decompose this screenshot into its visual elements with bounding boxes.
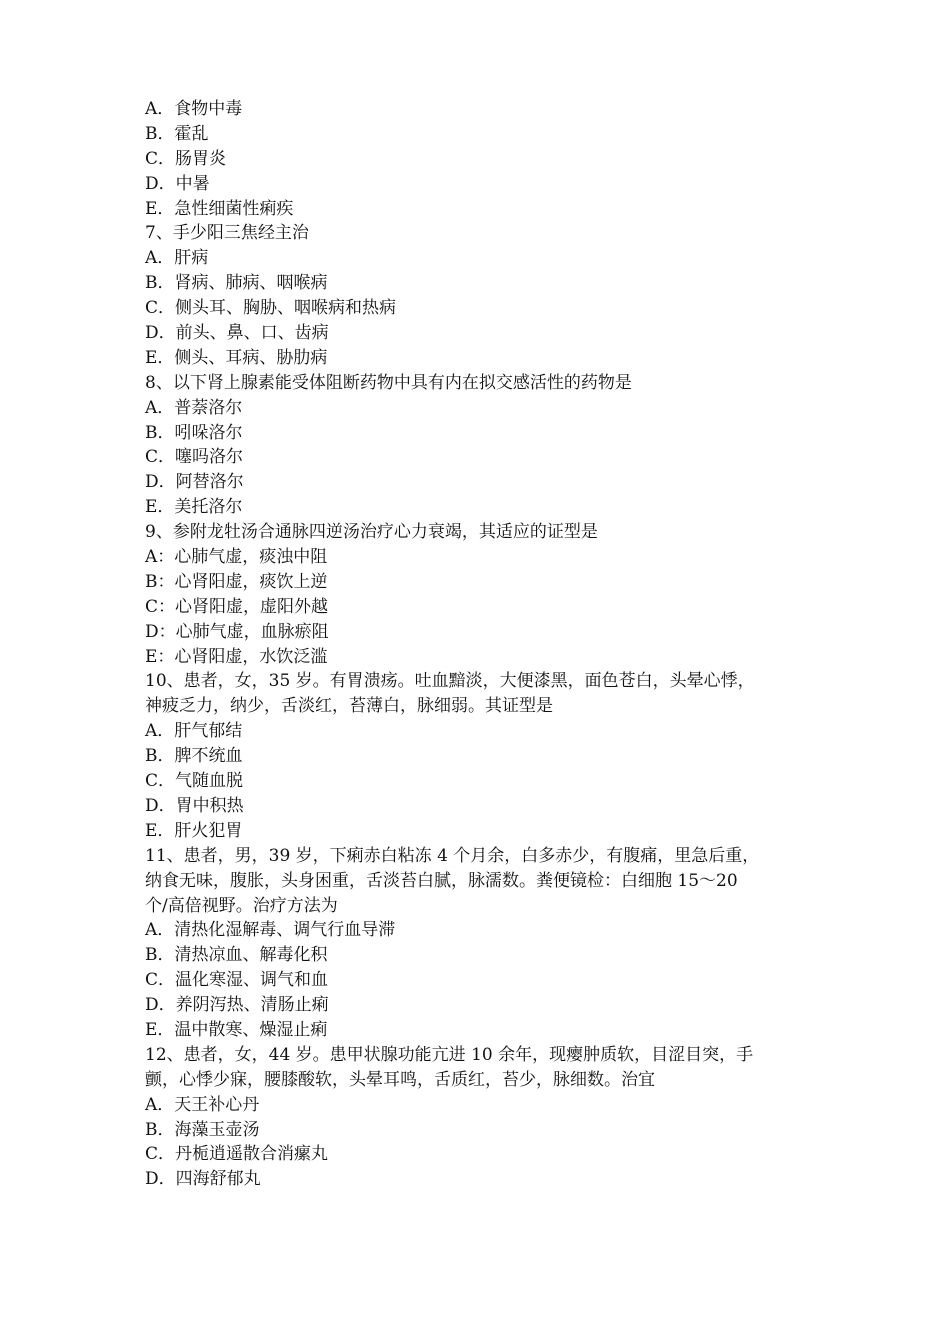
option-b-text: B．海藻玉壶汤	[145, 1119, 260, 1140]
option-d-text: D．养阴泻热、清肠止痢	[145, 995, 329, 1016]
question-10-line-2: 神疲乏力，纳少，舌淡红，苔薄白，脉细弱。其证型是	[145, 696, 553, 717]
question-12-line-1: 12、患者，女，44 岁。患甲状腺功能亢进 10 余年，现瘿肿质软，目涩目突，手	[145, 1044, 754, 1065]
option-e-text: E．肝火犯胃	[145, 820, 243, 841]
option-b-text: B．肾病、肺病、咽喉病	[145, 273, 328, 294]
option-a-text: A．肝气郁结	[145, 721, 243, 742]
question-12-line-2: 颤，心悸少寐，腰膝酸软，头晕耳鸣，舌质红，苔少，脉细数。治宜	[145, 1069, 655, 1090]
question-9: 9、参附龙牡汤合通脉四逆汤治疗心力衰竭，其适应的证型是	[145, 522, 598, 543]
option-e-text: E．温中散寒、燥湿止痢	[145, 1019, 328, 1040]
option-b-text: B：心肾阳虚，痰饮上逆	[145, 571, 328, 592]
option-c-text: C：心肾阳虚，虚阳外越	[145, 596, 329, 617]
option-d-text: D．中暑	[145, 173, 210, 194]
option-e-text: E：心肾阳虚，水饮泛滥	[145, 646, 328, 667]
option-c-text: C．噻吗洛尔	[145, 447, 244, 468]
option-a-text: A．天王补心丹	[145, 1094, 260, 1115]
option-a-text: A．普萘洛尔	[145, 397, 243, 418]
option-a-text: A．肝病	[145, 248, 209, 269]
option-a-text: A：心肺气虚，痰浊中阻	[145, 547, 328, 568]
document-page	[145, 97, 810, 1192]
option-c-text: C．侧头耳、胸胁、咽喉病和热病	[145, 298, 397, 319]
option-b-text: B．脾不统血	[145, 746, 243, 767]
option-c-text: C．气随血脱	[145, 771, 244, 792]
option-d-text: D．前头、鼻、口、齿病	[145, 323, 329, 344]
option-c-text: C．丹栀逍遥散合消瘰丸	[145, 1144, 329, 1165]
option-b-text: B．吲哚洛尔	[145, 422, 243, 443]
option-d-text: D．阿替洛尔	[145, 472, 244, 493]
option-e-text: E．美托洛尔	[145, 497, 243, 518]
option-e-text: E．侧头、耳病、胁肋病	[145, 347, 328, 368]
option-b-text: B．清热凉血、解毒化积	[145, 945, 328, 966]
option-d-text: D：心肺气虚，血脉瘀阻	[145, 621, 329, 642]
question-11-line-1: 11、患者，男，39 岁，下痢赤白粘冻 4 个月余，白多赤少，有腹痛，里急后重，	[145, 845, 760, 866]
option-d-text: D．四海舒郁丸	[145, 1169, 261, 1190]
option-c-text: C．肠胃炎	[145, 148, 227, 169]
question-10-line-1: 10、患者，女，35 岁。有胃溃疡。吐血黯淡，大便漆黑，面色苍白，头晕心悸，	[145, 671, 755, 692]
option-a-text: A．食物中毒	[145, 99, 243, 119]
option-d-text: D．胃中积热	[145, 795, 244, 816]
option-a-text: A．清热化湿解毒、调气行血导滞	[145, 920, 396, 941]
question-11-line-2: 纳食无味，腹胀，头身困重，舌淡苔白腻，脉濡数。粪便镜检：白细胞 15～20	[145, 870, 738, 891]
question-7: 7、手少阳三焦经主治	[145, 223, 309, 244]
option-b-text: B．霍乱	[145, 123, 209, 144]
option-c-text: C．温化寒湿、调气和血	[145, 970, 329, 991]
question-11-line-3: 个/高倍视野。治疗方法为	[145, 895, 338, 916]
question-8: 8、以下肾上腺素能受体阻断药物中具有内在拟交感活性的药物是	[145, 372, 632, 393]
option-e-text: E．急性细菌性痢疾	[145, 198, 294, 219]
